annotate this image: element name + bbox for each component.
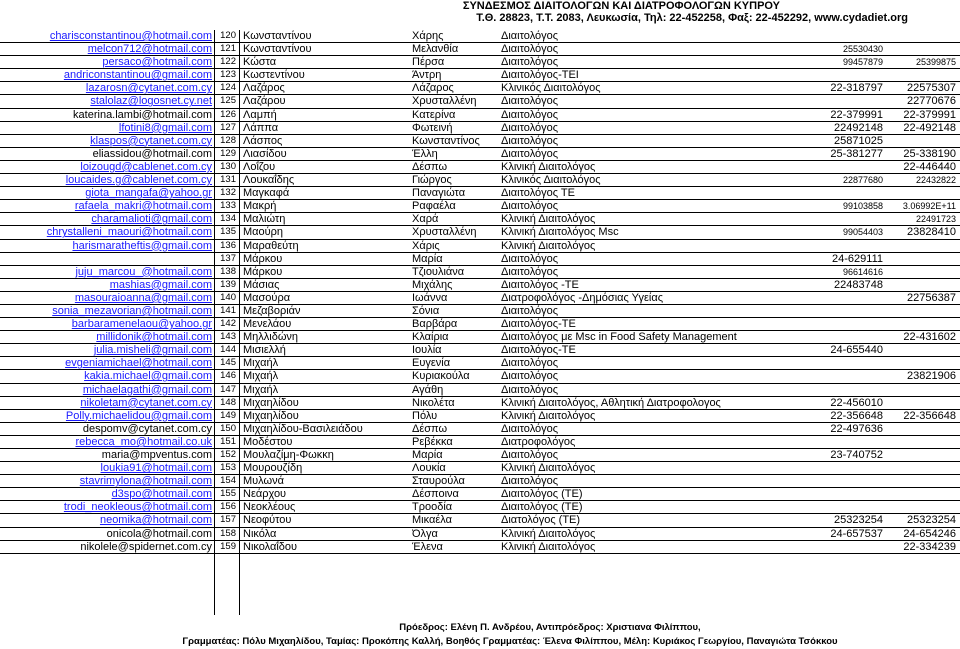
table-row — [0, 69, 960, 82]
first-name: Τροοδία — [412, 501, 453, 514]
phone-1: 24-657537 — [830, 527, 883, 540]
last-name: Λουκαΐδης — [243, 174, 295, 187]
first-name: Δέσπω — [412, 160, 448, 173]
last-name: Μάρκου — [243, 252, 283, 265]
job-title: Διαιτολόγος — [501, 134, 559, 147]
phone-1: 22483748 — [834, 278, 883, 291]
board-line-2: Γραμματέας: Πόλυ Μιχαηλίδου, Ταμίας: Προκόπης Καλλή, Βοηθός Γραμματέας: Έλενα Φιλίππου, Μέλη: Κυριάκος Γεωργίου, Παναγιώτα Τσόκκου — [182, 636, 838, 647]
table-row — [0, 226, 960, 239]
first-name: Πέρσα — [412, 56, 445, 69]
last-name: Μουλαζίμη-Φωκκη — [243, 449, 334, 461]
email-link[interactable]: rafaela_makri@hotmail.com — [74, 200, 212, 213]
table-row — [0, 82, 960, 95]
email-link[interactable]: lazarosn@cytanet.com.cy — [85, 82, 212, 95]
first-name: Ιουλία — [412, 344, 442, 357]
member-number: 140 — [220, 291, 236, 303]
email-link[interactable]: stalolaz@logosnet.cy.net — [90, 95, 212, 108]
member-number: 153 — [220, 462, 236, 474]
table-row — [0, 266, 960, 279]
email-link[interactable]: kakia.michael@gmail.com — [84, 370, 212, 383]
phone-1: 24-629111 — [832, 252, 883, 265]
last-name: Λάσπος — [243, 134, 283, 147]
phone-1: 24-655440 — [830, 344, 883, 357]
member-number: 159 — [220, 540, 236, 552]
phone-2: 22432822 — [915, 175, 956, 186]
member-number: 141 — [220, 304, 236, 316]
last-name: Μυλωνά — [243, 475, 284, 488]
last-name: Λιασίδου — [243, 147, 287, 160]
table-row — [0, 161, 960, 174]
phone-1: 96614616 — [842, 266, 883, 277]
table-row — [0, 436, 960, 449]
first-name: Χαρά — [412, 213, 439, 226]
member-number: 143 — [220, 331, 236, 343]
email-link: despomv@cytanet.com.cy — [82, 422, 212, 435]
table-row — [0, 148, 960, 161]
phone-1: 23-740752 — [830, 449, 883, 461]
first-name: Μιχάλης — [412, 278, 453, 291]
table-row — [0, 357, 960, 370]
member-number: 146 — [220, 370, 236, 382]
job-title: Διαιτολόγος — [501, 449, 559, 461]
last-name: Κωστεντίνου — [243, 69, 305, 82]
first-name: Μαρία — [412, 252, 443, 265]
first-name: Κλαίρια — [412, 331, 449, 344]
member-number: 155 — [220, 488, 236, 500]
first-name: Χάρις — [412, 239, 440, 252]
member-number: 123 — [220, 69, 236, 81]
last-name: Λάππα — [243, 121, 279, 134]
table-row — [0, 318, 960, 331]
job-title: Διαιτολόγος — [501, 56, 559, 69]
table-row — [0, 488, 960, 501]
email-link[interactable]: charisconstantinou@hotmail.com — [49, 30, 212, 42]
member-number: 124 — [220, 82, 236, 94]
table-row — [0, 174, 960, 187]
phone-2: 25399875 — [915, 57, 956, 68]
member-number: 122 — [220, 56, 236, 68]
member-number: 128 — [220, 134, 236, 146]
email-link[interactable]: charamalioti@gmail.com — [91, 213, 212, 226]
table-row — [0, 122, 960, 135]
last-name: Νικόλα — [243, 527, 277, 540]
job-title: Κλινική Διαιτολόγος Msc — [501, 226, 619, 239]
table-row — [0, 135, 960, 148]
member-number: 148 — [220, 396, 236, 408]
job-title: Διαιτολόγος-ΤΕ — [501, 344, 576, 357]
last-name: Μενελάου — [243, 318, 292, 331]
last-name: Μισιελλή — [243, 344, 286, 357]
email-link[interactable]: nikoletam@cytanet.com.cy — [80, 396, 212, 409]
member-number: 121 — [220, 43, 236, 55]
email-link[interactable]: loucaides.g@cablenet.com.cy — [65, 174, 212, 187]
first-name: Δέσπω — [412, 422, 448, 435]
job-title: Διαιτολόγος — [501, 370, 559, 383]
job-title: Διαιτολόγος (ΤΕ) — [501, 488, 583, 501]
first-name: Γιώργος — [412, 174, 452, 187]
phone-2: 3.06992E+11 — [902, 201, 956, 212]
email-link: nikolele@spidernet.com.cy — [80, 540, 212, 553]
first-name: Τζιουλιάνα — [412, 265, 465, 278]
last-name: Νεοκλέους — [243, 501, 296, 514]
email-link[interactable]: harismaratheftis@gmail.com — [72, 239, 212, 252]
email-link[interactable]: melcon712@hotmail.com — [87, 43, 212, 56]
table-row — [0, 109, 960, 122]
first-name: Όλγα — [412, 527, 438, 540]
first-name: Χρυσταλλένη — [412, 95, 477, 108]
first-name: Ρεβέκκα — [412, 435, 453, 448]
last-name: Μάσιας — [243, 278, 280, 291]
table-row — [0, 501, 960, 514]
first-name: Νικολέτα — [412, 396, 455, 409]
table-row — [0, 95, 960, 108]
first-name: Άντρη — [412, 69, 442, 82]
last-name: Μαγκαφά — [243, 187, 290, 200]
email-link[interactable]: d3spo@hotmail.com — [111, 488, 212, 501]
last-name: Λαζάρος — [243, 82, 285, 95]
member-number: 127 — [220, 121, 236, 133]
member-number: 156 — [220, 501, 236, 513]
members-table — [0, 30, 960, 554]
job-title: Διατολόγος (ΤΕ) — [501, 514, 581, 527]
member-number: 135 — [220, 226, 236, 238]
phone-2: 22-492148 — [903, 121, 956, 134]
last-name: Λαζάρου — [243, 95, 286, 108]
table-row — [0, 541, 960, 554]
last-name: Κωνσταντίνου — [243, 43, 312, 56]
job-title: Διαιτολόγος-ΤΕ — [501, 318, 576, 331]
table-row — [0, 43, 960, 56]
first-name: Βαρβάρα — [412, 318, 458, 331]
last-name: Μηλλιδώνη — [243, 331, 299, 344]
job-title: Κλινική Διαιτολόγος — [501, 462, 596, 475]
job-title: Κλινική Διαιτολόγος — [501, 160, 596, 173]
email-link[interactable]: rebecca_mo@hotmail.co.uk — [75, 435, 212, 448]
email-link[interactable]: klaspos@cytanet.com.cy — [90, 134, 212, 147]
email-link[interactable]: andriconstantinou@gmail.com — [63, 69, 212, 82]
member-number: 150 — [220, 422, 236, 434]
email-link: katerina.lambi@hotmail.com — [73, 108, 212, 121]
first-name: Σταυρούλα — [412, 475, 465, 488]
first-name: Ευγενία — [412, 357, 451, 370]
table-row — [0, 475, 960, 488]
table-row — [0, 462, 960, 475]
job-title: Διαιτολόγος — [501, 200, 559, 213]
first-name: Πόλυ — [412, 409, 438, 422]
member-number: 157 — [220, 514, 236, 526]
member-number: 142 — [220, 318, 236, 330]
first-name: Φωτεινή — [412, 121, 453, 134]
table-row — [0, 30, 960, 43]
phone-1: 99457879 — [842, 57, 883, 68]
email-link[interactable]: evgeniamichael@hotmail.com — [65, 357, 212, 370]
member-number: 139 — [220, 278, 236, 290]
email-link[interactable]: stavrimylona@hotmail.com — [79, 475, 212, 488]
last-name: Λοΐζου — [243, 160, 276, 173]
table-row — [0, 344, 960, 357]
email-link[interactable]: lfotini8@gmail.com — [118, 121, 212, 134]
email-link[interactable]: persaco@hotmail.com — [102, 56, 212, 69]
first-name: Κυριακούλα — [412, 370, 470, 383]
first-name: Μελανθία — [412, 43, 459, 56]
phone-2: 22756387 — [907, 291, 956, 304]
last-name: Μιχαηλίδου — [243, 409, 299, 422]
email-link[interactable]: giota_mangafa@yahoo.gr — [85, 187, 212, 200]
first-name: Ραφαέλα — [412, 200, 456, 213]
member-number: 147 — [220, 383, 236, 395]
member-number: 136 — [220, 239, 236, 251]
first-name: Λουκία — [412, 462, 446, 475]
job-title: Κλινική Διαιτολόγος — [501, 213, 596, 226]
phone-1: 25871025 — [834, 134, 883, 147]
last-name: Κώστα — [243, 56, 277, 69]
last-name: Μαραθεύτη — [243, 239, 299, 252]
last-name: Μασούρα — [243, 291, 291, 304]
job-title: Κλινική Διαιτολόγος — [501, 239, 596, 252]
member-number: 144 — [220, 344, 236, 356]
last-name: Μακρή — [243, 200, 277, 213]
last-name: Λαμπή — [243, 108, 277, 121]
table-row — [0, 213, 960, 226]
first-name: Λάζαρος — [412, 82, 454, 95]
job-title: Διαιτολόγος ΤΕ — [501, 187, 575, 200]
member-number: 151 — [220, 435, 236, 447]
email-link: eliassidou@hotmail.com — [92, 147, 212, 160]
phone-2: 22-334239 — [903, 540, 956, 553]
member-number: 154 — [220, 475, 236, 487]
table-row — [0, 240, 960, 253]
phone-1: 25-381277 — [830, 147, 883, 160]
phone-1: 99103858 — [842, 201, 883, 212]
first-name: Σόνια — [412, 304, 440, 317]
last-name: Μουρουζίδη — [243, 462, 303, 475]
phone-2: 23821906 — [907, 370, 956, 383]
phone-2: 22-431602 — [903, 331, 956, 344]
last-name: Νικολαΐδου — [243, 540, 298, 553]
last-name: Μιχαήλ — [243, 357, 279, 370]
job-title: Διαιτολόγος — [501, 121, 559, 134]
phone-1: 99054403 — [842, 227, 883, 238]
job-title: Διαιτολόγος — [501, 95, 559, 108]
email-link[interactable]: trodi_neokleous@hotmail.com — [63, 501, 212, 514]
phone-2: 22-379991 — [903, 108, 956, 121]
last-name: Μιχαήλ — [243, 383, 279, 396]
table-row — [0, 331, 960, 344]
member-number: 126 — [220, 108, 236, 120]
first-name: Παναγιώτα — [412, 187, 466, 200]
job-title: Κλινική Διαιτολόγος — [501, 409, 596, 422]
table-row — [0, 384, 960, 397]
first-name: Μικαέλα — [412, 514, 452, 527]
board-line-1: Πρόεδρος: Ελένη Π. Ανδρέου, Αντιπρόεδρος: Χριστιανα Φιλίππου, — [399, 622, 701, 633]
table-row — [0, 305, 960, 318]
phone-1: 22-356648 — [830, 409, 883, 422]
job-title: Διαιτολόγος — [501, 108, 559, 121]
email-link[interactable]: juju_marcou_@hotmail.com — [75, 265, 212, 278]
email-link[interactable]: julia.misheli@gmail.com — [93, 344, 212, 357]
phone-1: 22-318797 — [830, 82, 883, 95]
last-name: Μοδέστου — [243, 435, 293, 448]
email-link[interactable]: neomika@hotmail.com — [99, 514, 212, 527]
table-row — [0, 370, 960, 383]
table-row — [0, 449, 960, 462]
job-title: Διαιτολόγος — [501, 43, 559, 56]
member-number: 125 — [220, 95, 236, 107]
first-name: Ιωάννα — [412, 291, 448, 304]
job-title: Κλινική Διαιτολόγος — [501, 527, 596, 540]
phone-2: 22770676 — [907, 95, 956, 108]
table-row — [0, 253, 960, 266]
job-title: Διαιτολόγος — [501, 252, 559, 265]
phone-1: 22-456010 — [830, 396, 883, 409]
email-link[interactable]: chrystalleni_maouri@hotmail.com — [46, 226, 212, 239]
job-title: Κλινική Διαιτολόγος, Αθλητική Διατροφολογος — [501, 396, 721, 409]
first-name: Δέσποινα — [412, 488, 459, 501]
email-link: maria@mpventus.com — [101, 449, 212, 461]
phone-1: 22492148 — [834, 121, 883, 134]
table-row — [0, 292, 960, 305]
member-number: 152 — [220, 449, 236, 460]
phone-1: 25323254 — [834, 514, 883, 527]
phone-1: 22-497636 — [830, 422, 883, 435]
first-name: Κωνσταντίνος — [412, 134, 480, 147]
last-name: Μαλιώτη — [243, 213, 286, 226]
member-number: 149 — [220, 409, 236, 421]
last-name: Κωνσταντίνου — [243, 30, 312, 42]
phone-2: 24-654246 — [903, 527, 956, 540]
member-number: 158 — [220, 527, 236, 539]
table-row — [0, 528, 960, 541]
last-name: Μιχαηλίδου-Βασιλειάδου — [243, 422, 363, 435]
email-link[interactable]: millidonik@hotmail.com — [96, 331, 212, 344]
phone-2: 22575307 — [907, 82, 956, 95]
last-name: Νεοφύτου — [243, 514, 292, 527]
job-title: Διαιτολόγος — [501, 383, 559, 396]
member-number: 134 — [220, 213, 236, 225]
phone-1: 22-379991 — [830, 108, 883, 121]
job-title: Διαιτολόγος — [501, 475, 559, 488]
job-title: Διαιτολόγος -ΤΕ — [501, 278, 579, 291]
first-name: Έλενα — [412, 540, 443, 553]
job-title: Διαιτολόγος-ΤΕΙ — [501, 69, 579, 82]
phone-1: 25530430 — [842, 44, 883, 55]
job-title: Διαιτολόγος — [501, 147, 559, 160]
job-title: Κλινικός Διαιτολόγος — [501, 174, 601, 187]
member-number: 129 — [220, 147, 236, 159]
last-name: Μαούρη — [243, 226, 284, 239]
email-link[interactable]: sonia_mezavorian@hotmail.com — [52, 304, 212, 317]
phone-2: 25-338190 — [903, 147, 956, 160]
first-name: Έλλη — [412, 147, 438, 160]
phone-2: 23828410 — [907, 226, 956, 239]
member-number: 133 — [220, 200, 236, 212]
job-title: Διαιτολόγος (ΤΕ) — [501, 501, 583, 514]
first-name: Χάρης — [412, 30, 444, 42]
first-name: Αγάθη — [412, 383, 444, 396]
first-name: Χρυσταλλένη — [412, 226, 477, 239]
last-name: Μάρκου — [243, 265, 283, 278]
last-name: Μιχαηλίδου — [243, 396, 299, 409]
association-address: Τ.Θ. 28823, Τ.Τ. 2083, Λευκωσία, Τηλ: 22-452258, Φαξ: 22-452292, www.cydadiet.org — [476, 12, 908, 24]
member-number: 132 — [220, 187, 236, 199]
table-row — [0, 200, 960, 213]
email-link[interactable]: Polly.michaelidou@gmail.com — [65, 409, 212, 422]
table-row — [0, 279, 960, 292]
table-row — [0, 410, 960, 423]
job-title: Διαιτολόγος με Msc in Food Safety Management — [501, 331, 737, 344]
phone-2: 25323254 — [907, 514, 956, 527]
member-number: 120 — [220, 30, 236, 41]
email-link[interactable]: loizougd@cablenet.com.cy — [80, 160, 212, 173]
member-number: 137 — [220, 252, 236, 264]
member-number: 138 — [220, 265, 236, 277]
association-title: ΣΥΝΔΕΣΜΟΣ ΔΙΑΙΤΟΛΟΓΩΝ ΚΑΙ ΔΙΑΤΡΟΦΟΛΟΓΩΝ ΚΥΠΡΟΥ — [462, 0, 780, 12]
email-link[interactable]: loukia91@hotmail.com — [100, 462, 212, 475]
first-name: Μαρία — [412, 449, 443, 461]
job-title: Διαιτολόγος — [501, 265, 559, 278]
phone-2: 22491723 — [915, 214, 956, 225]
job-title: Διαιτολόγος — [501, 304, 559, 317]
job-title: Διαιτολόγος — [501, 422, 559, 435]
table-row — [0, 187, 960, 200]
phone-1: 22877680 — [842, 175, 883, 186]
table-row — [0, 397, 960, 410]
member-number: 145 — [220, 357, 236, 369]
member-number: 130 — [220, 160, 236, 172]
email-link[interactable]: mashias@gmail.com — [109, 278, 212, 291]
email-link: onicola@hotmail.com — [106, 527, 212, 540]
phone-2: 22-446440 — [903, 160, 956, 173]
email-link[interactable]: michaelagathi@gmail.com — [82, 383, 212, 396]
job-title: Διαιτολόγος — [501, 30, 559, 42]
email-link[interactable]: barbaramenelaou@yahoo.gr — [71, 318, 212, 331]
job-title: Διαιτολόγος — [501, 357, 559, 370]
job-title: Διατροφολόγος — [501, 435, 576, 448]
table-row — [0, 514, 960, 527]
table-row — [0, 423, 960, 436]
email-link[interactable]: masouraioanna@gmail.com — [74, 291, 212, 304]
job-title: Διατροφολόγος -Δημόσιας Υγείας — [501, 291, 663, 304]
last-name: Μεζαβοριάν — [243, 304, 301, 317]
phone-2: 22-356648 — [903, 409, 956, 422]
job-title: Κλινική Διαιτολόγος — [501, 540, 596, 553]
first-name: Κατερίνα — [412, 108, 456, 121]
table-row — [0, 56, 960, 69]
last-name: Νεάρχου — [243, 488, 287, 501]
job-title: Κλινικός Διαιτολόγος — [501, 82, 601, 95]
last-name: Μιχαήλ — [243, 370, 279, 383]
member-number: 131 — [220, 174, 236, 186]
